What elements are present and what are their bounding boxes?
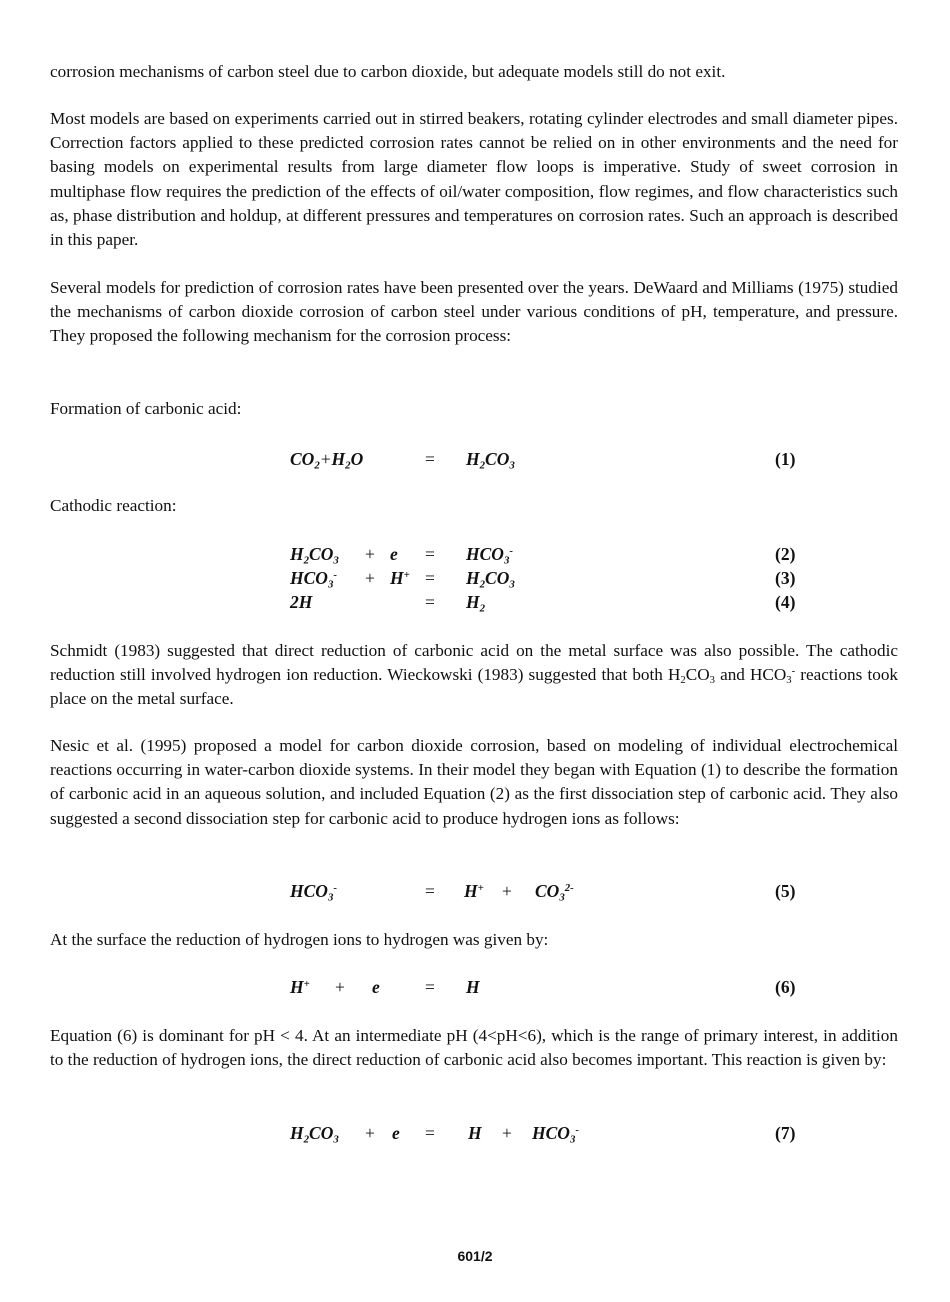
paragraph-intro: corrosion mechanisms of carbon steel due to carbon dioxide, but adequate models still do not exit. bbox=[50, 62, 726, 81]
eq7-lhs: $H_2CO_3$ bbox=[290, 1123, 339, 1146]
label-cathodic: Cathodic reaction: bbox=[50, 496, 177, 515]
eq3-term: H+ bbox=[390, 568, 410, 588]
eq7-term: e bbox=[392, 1123, 400, 1143]
eq3-plus: + bbox=[365, 568, 375, 588]
eq2-lhs: $H_2CO_3$ bbox=[290, 544, 339, 567]
label-formation: Formation of carbonic acid: bbox=[50, 399, 242, 418]
eq6-lhs: H+ bbox=[290, 977, 310, 997]
eq6-rhs: H bbox=[466, 977, 480, 997]
eq2-number: (2) bbox=[775, 544, 796, 564]
eq1-rhs: $H_2CO_3$ bbox=[466, 449, 515, 472]
paragraph-nesic: Nesic et al. (1995) proposed a model for carbon dioxide corrosion, based on modeling of individual electrochemical reactions occurring in water-carbon dioxide systems. In their model they began with Equation (1) to describe the formation of carbonic acid in an aqueous solution, and included Equation (2) as the first dissociation step of carbonic acid. They also suggested a second dissociation step for carbonic acid to produce hydrogen ions as follows: bbox=[50, 736, 898, 828]
eq6-equals: = bbox=[425, 977, 435, 997]
equation-7 bbox=[50, 1120, 898, 1146]
eq1-equals: = bbox=[425, 449, 435, 469]
eq5-plus: + bbox=[502, 881, 512, 901]
eq1-lhs: $CO_2+H_2O$ bbox=[290, 449, 364, 472]
eq7-equals: = bbox=[425, 1123, 435, 1143]
paragraph-schmidt: Schmidt (1983) suggested that direct reduction of carbonic acid on the metal surface was also possible. The cathodic reduction still involved hydrogen ion reduction. Wieckowski (1983) suggested that both $H_2CO_3$ and $HCO_3^-$ reactions took place on the metal surface. bbox=[50, 641, 899, 709]
eq6-number: (6) bbox=[775, 977, 796, 997]
equation-6 bbox=[50, 974, 898, 1000]
paragraph-dewaard: Several models for prediction of corrosion rates have been presented over the years. DeWaard and Milliams (1975) studied the mechanisms of carbon dioxide corrosion of carbon steel under various conditions of pH, temperature, and pressure. They proposed the following mechanism for the corrosion process: bbox=[50, 278, 898, 346]
eq7-number: (7) bbox=[775, 1123, 796, 1143]
eq2-rhs: $HCO_3^-$ bbox=[466, 544, 513, 567]
paragraph-equation6: Equation (6) is dominant for pH < 4. At an intermediate pH (4<pH<6), which is the range of primary interest, in addition to the reduction of hydrogen ions, the direct reduction of carbonic acid also becomes important. This reaction is given by: bbox=[50, 1026, 898, 1070]
eq4-lhs: 2H bbox=[290, 592, 313, 612]
eq3-number: (3) bbox=[775, 568, 796, 588]
eq1-number: (1) bbox=[775, 449, 796, 469]
eq4-number: (4) bbox=[775, 592, 796, 612]
eq2-term: e bbox=[390, 544, 398, 564]
paragraph-models: Most models are based on experiments carried out in stirred beakers, rotating cylinder electrodes and small diameter pipes. Correction factors applied to these predicted corrosion rates cannot be relied on in other environments and the need for basing models on experimental results from large diameter flow loops is imperative. Study of sweet corrosion in multiphase flow requires the prediction of the effects of oil/water composition, flow regimes, and flow characteristics such as, phase distribution and holdup, at different pressures and temperatures on corrosion rates. Such an approach is described in this paper. bbox=[50, 109, 898, 250]
equation-4 bbox=[50, 589, 898, 615]
eq5-number: (5) bbox=[775, 881, 796, 901]
page-number: 601/2 bbox=[457, 1248, 493, 1264]
eq2-equals: = bbox=[425, 544, 435, 564]
eq6-plus: + bbox=[335, 977, 345, 997]
eq7-plus2: + bbox=[502, 1123, 512, 1143]
eq4-equals: = bbox=[425, 592, 435, 612]
eq2-plus: + bbox=[365, 544, 375, 564]
eq5-equals: = bbox=[425, 881, 435, 901]
eq7-rhs1: H bbox=[468, 1123, 482, 1143]
eq3-rhs: $H_2CO_3$ bbox=[466, 568, 515, 591]
paragraph-surface: At the surface the reduction of hydrogen ions to hydrogen was given by: bbox=[50, 930, 549, 949]
eq6-term: e bbox=[372, 977, 380, 997]
equation-5 bbox=[50, 878, 898, 904]
eq5-lhs: $HCO_3^-$ bbox=[290, 881, 337, 904]
eq7-rhs2: $HCO_3^-$ bbox=[532, 1123, 579, 1146]
equation-2 bbox=[50, 541, 898, 567]
eq7-plus1: + bbox=[365, 1123, 375, 1143]
eq5-rhs2: $CO_3^{2-}$ bbox=[535, 881, 574, 904]
eq5-rhs1: H+ bbox=[464, 881, 484, 901]
equation-1 bbox=[50, 446, 898, 472]
equation-3 bbox=[50, 565, 898, 591]
eq3-lhs: $HCO_3^-$ bbox=[290, 568, 337, 591]
eq4-rhs: $H_2$ bbox=[466, 592, 486, 615]
eq3-equals: = bbox=[425, 568, 435, 588]
